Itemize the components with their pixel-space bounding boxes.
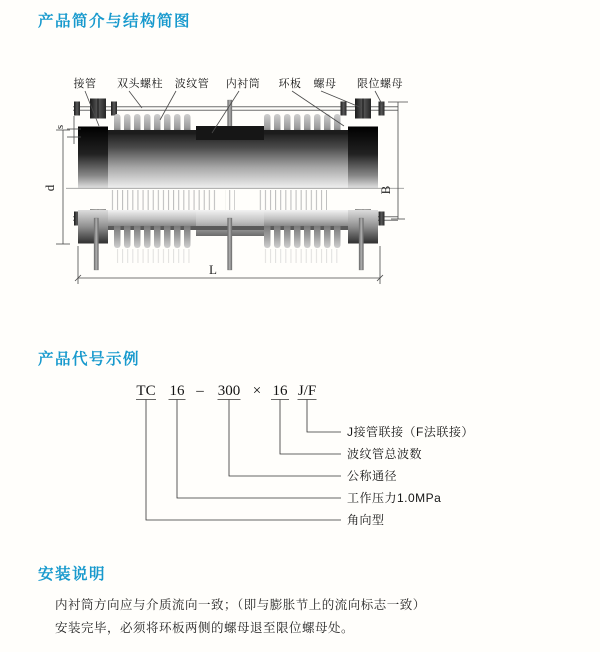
top-tie-rod — [73, 107, 398, 110]
label-bellows: 波纹管 — [174, 78, 210, 90]
joint-body-top — [78, 126, 378, 188]
explanation-angular-type: 角向型 — [347, 513, 385, 527]
end-cap-right — [348, 127, 378, 189]
section-hatch — [110, 190, 327, 211]
code-part-type: TC — [136, 383, 156, 399]
explanation-connection: J接管联接（F法联接） — [347, 425, 474, 439]
explanation-wave-count: 波纹管总波数 — [347, 447, 423, 461]
code-explanations — [347, 424, 474, 527]
end-cap-left — [78, 127, 108, 189]
part-labels — [74, 76, 404, 90]
dim-label-L: L — [209, 262, 217, 277]
code-part-diameter: 300 — [217, 383, 241, 399]
limit-nut-bottom — [379, 212, 385, 226]
install-instructions — [55, 594, 426, 640]
structure-diagram — [30, 60, 450, 310]
dim-label-s: s — [54, 124, 66, 130]
code-part-connection: J/F — [297, 383, 317, 399]
section-title-code: 产品代号示例 — [38, 351, 141, 368]
end-cap-left-bottom — [78, 210, 108, 244]
dimension-B — [378, 102, 408, 219]
install-line-2: 安装完毕，必须将环板两侧的螺母退至限位螺母处。 — [55, 621, 355, 635]
explanation-working-pressure: 工作压力1.0MPa — [347, 491, 442, 505]
install-line-1: 内衬筒方向应与介质流向一致；（即与膨胀节上的流向标志一致） — [55, 598, 426, 612]
label-limit-nut: 限位螺母 — [357, 78, 403, 90]
section-title-intro: 产品简介与结构简图 — [38, 13, 192, 30]
label-connecting-pipe: 接管 — [73, 78, 97, 90]
label-ring-plate: 环板 — [278, 78, 302, 90]
code-dash: – — [196, 383, 204, 399]
code-example-diagram — [120, 376, 490, 536]
dim-label-d: d — [42, 184, 57, 192]
product-code — [136, 383, 316, 399]
code-part-waves: 16 — [272, 383, 288, 399]
dimension-d — [42, 130, 70, 244]
code-part-pressure: 16 — [169, 383, 185, 399]
center-post-top — [228, 100, 233, 128]
code-connector-lines — [146, 400, 341, 521]
label-double-stud: 双头螺柱 — [117, 78, 163, 90]
label-nut: 螺母 — [313, 78, 337, 90]
dim-label-B: B — [378, 185, 393, 195]
explanation-nominal-diameter: 公称通径 — [347, 469, 398, 483]
label-inner-liner: 内衬筒 — [225, 78, 261, 90]
section-title-install: 安装说明 — [38, 566, 107, 583]
code-times: × — [252, 383, 262, 399]
liner-band — [196, 126, 264, 140]
